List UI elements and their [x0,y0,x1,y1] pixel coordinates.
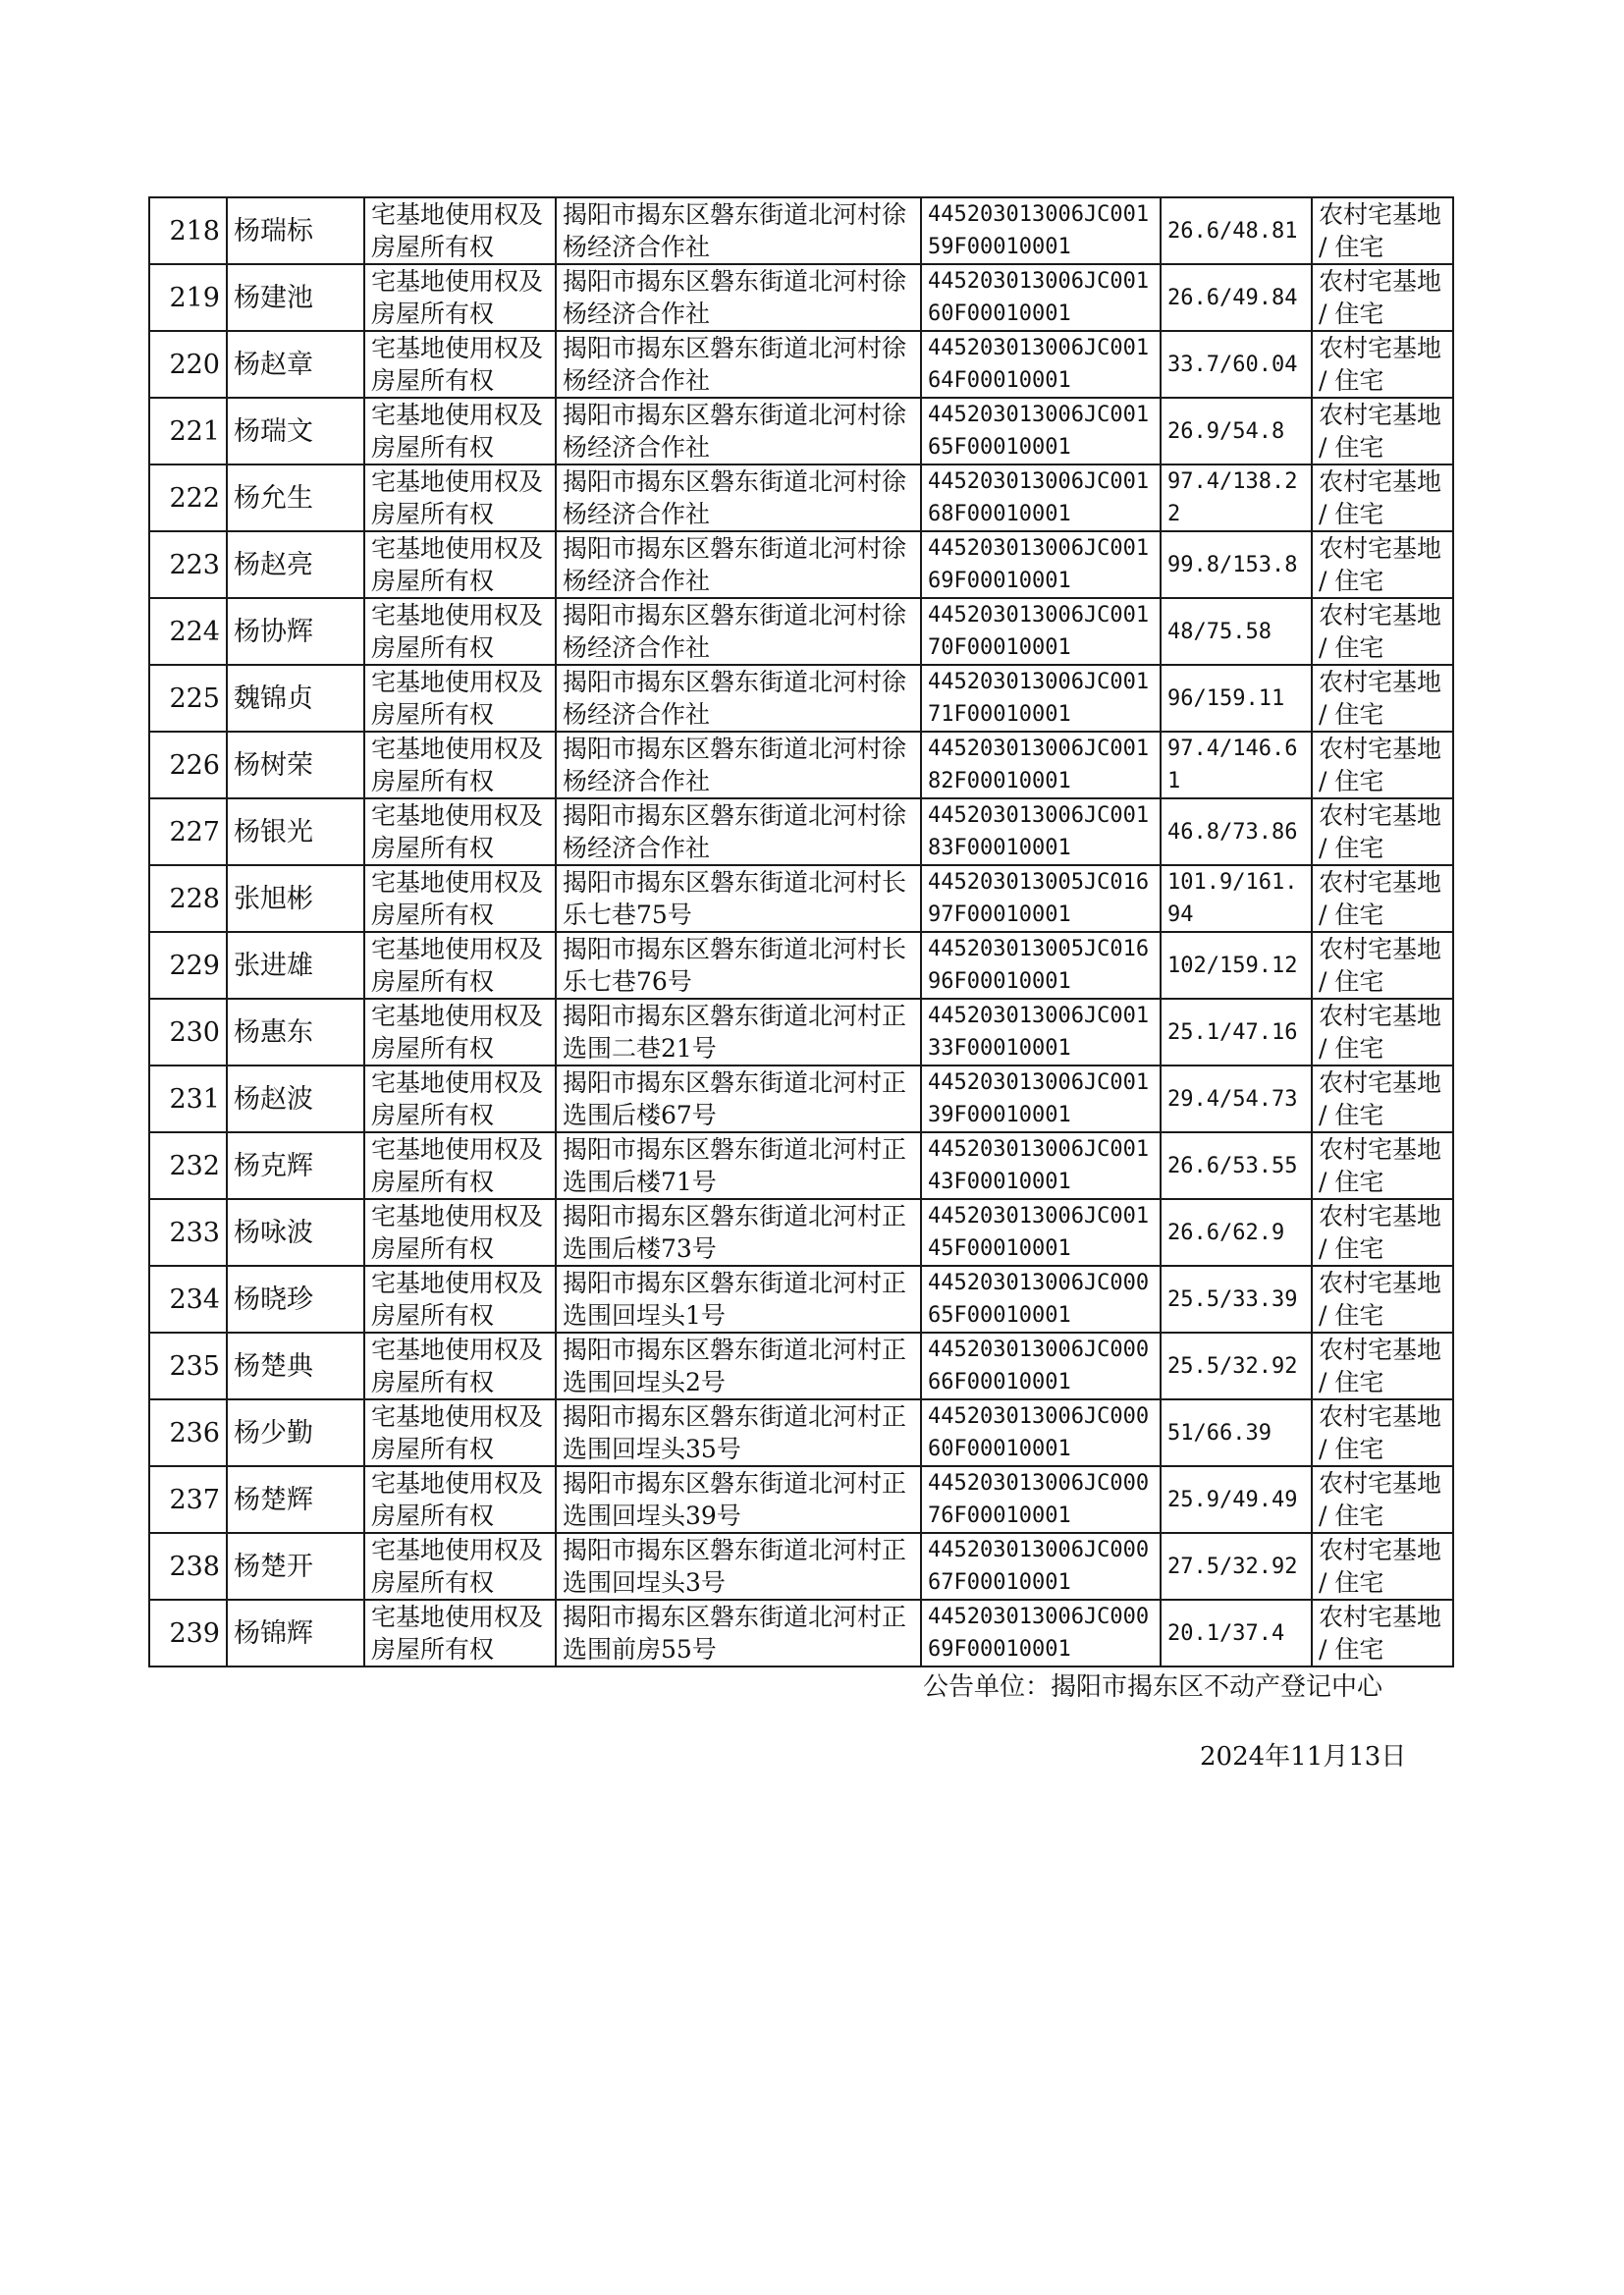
unit-number-cell: 445203013006JC00171F00010001 [921,665,1161,732]
area-cell: 101.9/161.94 [1161,865,1312,932]
row-number-cell: 218 [149,197,227,264]
land-use-cell: 农村宅基地 / 住宅 [1312,1199,1453,1266]
unit-number-cell: 445203013006JC00143F00010001 [921,1132,1161,1199]
unit-number-cell: 445203013006JC00139F00010001 [921,1066,1161,1132]
unit-number-cell: 445203013006JC00145F00010001 [921,1199,1161,1266]
row-number-cell: 231 [149,1066,227,1132]
unit-number-cell: 445203013006JC00060F00010001 [921,1399,1161,1466]
table-row [149,531,1453,598]
area-cell: 29.4/54.73 [1161,1066,1312,1132]
row-number-cell: 219 [149,264,227,331]
area-cell: 51/66.39 [1161,1399,1312,1466]
land-use-cell: 农村宅基地 / 住宅 [1312,1466,1453,1533]
owner-name-cell: 杨少勤 [227,1399,364,1466]
location-cell: 揭阳市揭东区磐东街道北河村徐杨经济合作社 [556,464,921,531]
land-use-cell: 农村宅基地 / 住宅 [1312,865,1453,932]
unit-number-cell: 445203013006JC00065F00010001 [921,1266,1161,1333]
location-cell: 揭阳市揭东区磐东街道北河村正选围回埕头2号 [556,1333,921,1399]
unit-number-cell: 445203013006JC00159F00010001 [921,197,1161,264]
area-cell: 33.7/60.04 [1161,331,1312,398]
land-use-cell: 农村宅基地 / 住宅 [1312,932,1453,999]
row-number-cell: 223 [149,531,227,598]
area-cell: 96/159.11 [1161,665,1312,732]
owner-name-cell: 杨瑞标 [227,197,364,264]
unit-number-cell: 445203013006JC00066F00010001 [921,1333,1161,1399]
right-type-cell: 宅基地使用权及房屋所有权 [364,598,556,665]
table-row [149,464,1453,531]
land-use-cell: 农村宅基地 / 住宅 [1312,1399,1453,1466]
table-row [149,1333,1453,1399]
right-type-cell: 宅基地使用权及房屋所有权 [364,798,556,865]
table-body [149,197,1453,1667]
land-use-cell: 农村宅基地 / 住宅 [1312,1533,1453,1600]
land-use-cell: 农村宅基地 / 住宅 [1312,331,1453,398]
table-row [149,1066,1453,1132]
unit-number-cell: 445203013006JC00182F00010001 [921,732,1161,798]
announcement-unit: 公告单位：揭阳市揭东区不动产登记中心 [923,1672,1383,1702]
land-use-cell: 农村宅基地 / 住宅 [1312,999,1453,1066]
right-type-cell: 宅基地使用权及房屋所有权 [364,1333,556,1399]
owner-name-cell: 杨赵亮 [227,531,364,598]
owner-name-cell: 杨建池 [227,264,364,331]
row-number-cell: 232 [149,1132,227,1199]
unit-number-cell: 445203013006JC00165F00010001 [921,398,1161,464]
unit-number-cell: 445203013006JC00170F00010001 [921,598,1161,665]
row-number-cell: 238 [149,1533,227,1600]
area-cell: 26.6/48.81 [1161,197,1312,264]
right-type-cell: 宅基地使用权及房屋所有权 [364,1266,556,1333]
right-type-cell: 宅基地使用权及房屋所有权 [364,464,556,531]
owner-name-cell: 杨楚典 [227,1333,364,1399]
table-row [149,1399,1453,1466]
right-type-cell: 宅基地使用权及房屋所有权 [364,531,556,598]
location-cell: 揭阳市揭东区磐东街道北河村正选围回埕头1号 [556,1266,921,1333]
land-use-cell: 农村宅基地 / 住宅 [1312,1066,1453,1132]
unit-number-cell: 445203013006JC00183F00010001 [921,798,1161,865]
right-type-cell: 宅基地使用权及房屋所有权 [364,331,556,398]
area-cell: 25.5/32.92 [1161,1333,1312,1399]
area-cell: 102/159.12 [1161,932,1312,999]
area-cell: 26.9/54.8 [1161,398,1312,464]
right-type-cell: 宅基地使用权及房屋所有权 [364,1399,556,1466]
table-row [149,1533,1453,1600]
owner-name-cell: 魏锦贞 [227,665,364,732]
area-cell: 26.6/53.55 [1161,1132,1312,1199]
unit-number-cell: 445203013006JC00067F00010001 [921,1533,1161,1600]
table-row [149,732,1453,798]
owner-name-cell: 杨协辉 [227,598,364,665]
land-use-cell: 农村宅基地 / 住宅 [1312,531,1453,598]
location-cell: 揭阳市揭东区磐东街道北河村正选围后楼71号 [556,1132,921,1199]
location-cell: 揭阳市揭东区磐东街道北河村长乐七巷75号 [556,865,921,932]
owner-name-cell: 张进雄 [227,932,364,999]
right-type-cell: 宅基地使用权及房屋所有权 [364,398,556,464]
owner-name-cell: 杨克辉 [227,1132,364,1199]
row-number-cell: 234 [149,1266,227,1333]
row-number-cell: 225 [149,665,227,732]
right-type-cell: 宅基地使用权及房屋所有权 [364,999,556,1066]
right-type-cell: 宅基地使用权及房屋所有权 [364,264,556,331]
unit-number-cell: 445203013005JC01697F00010001 [921,865,1161,932]
area-cell: 97.4/138.22 [1161,464,1312,531]
unit-number-cell: 445203013006JC00160F00010001 [921,264,1161,331]
location-cell: 揭阳市揭东区磐东街道北河村正选围后楼73号 [556,1199,921,1266]
land-use-cell: 农村宅基地 / 住宅 [1312,464,1453,531]
owner-name-cell: 杨楚辉 [227,1466,364,1533]
location-cell: 揭阳市揭东区磐东街道北河村正选围前房55号 [556,1600,921,1667]
land-use-cell: 农村宅基地 / 住宅 [1312,398,1453,464]
area-cell: 97.4/146.61 [1161,732,1312,798]
right-type-cell: 宅基地使用权及房屋所有权 [364,1199,556,1266]
row-number-cell: 228 [149,865,227,932]
right-type-cell: 宅基地使用权及房屋所有权 [364,1132,556,1199]
row-number-cell: 227 [149,798,227,865]
location-cell: 揭阳市揭东区磐东街道北河村徐杨经济合作社 [556,732,921,798]
location-cell: 揭阳市揭东区磐东街道北河村长乐七巷76号 [556,932,921,999]
right-type-cell: 宅基地使用权及房屋所有权 [364,1466,556,1533]
location-cell: 揭阳市揭东区磐东街道北河村徐杨经济合作社 [556,531,921,598]
owner-name-cell: 杨银光 [227,798,364,865]
row-number-cell: 229 [149,932,227,999]
table-row [149,598,1453,665]
area-cell: 99.8/153.8 [1161,531,1312,598]
location-cell: 揭阳市揭东区磐东街道北河村正选围二巷21号 [556,999,921,1066]
announcement-date: 2024年11月13日 [1200,1742,1407,1772]
unit-number-cell: 445203013006JC00168F00010001 [921,464,1161,531]
owner-name-cell: 杨楚开 [227,1533,364,1600]
table-row [149,665,1453,732]
unit-number-cell: 445203013006JC00164F00010001 [921,331,1161,398]
area-cell: 27.5/32.92 [1161,1533,1312,1600]
table-row [149,264,1453,331]
right-type-cell: 宅基地使用权及房屋所有权 [364,932,556,999]
land-use-cell: 农村宅基地 / 住宅 [1312,1132,1453,1199]
location-cell: 揭阳市揭东区磐东街道北河村徐杨经济合作社 [556,197,921,264]
location-cell: 揭阳市揭东区磐东街道北河村正选围后楼67号 [556,1066,921,1132]
unit-number-cell: 445203013005JC01696F00010001 [921,932,1161,999]
location-cell: 揭阳市揭东区磐东街道北河村徐杨经济合作社 [556,598,921,665]
row-number-cell: 237 [149,1466,227,1533]
land-use-cell: 农村宅基地 / 住宅 [1312,732,1453,798]
location-cell: 揭阳市揭东区磐东街道北河村徐杨经济合作社 [556,331,921,398]
unit-number-cell: 445203013006JC00133F00010001 [921,999,1161,1066]
right-type-cell: 宅基地使用权及房屋所有权 [364,1066,556,1132]
owner-name-cell: 杨赵波 [227,1066,364,1132]
land-use-cell: 农村宅基地 / 住宅 [1312,798,1453,865]
location-cell: 揭阳市揭东区磐东街道北河村正选围回埕头35号 [556,1399,921,1466]
area-cell: 25.9/49.49 [1161,1466,1312,1533]
location-cell: 揭阳市揭东区磐东街道北河村徐杨经济合作社 [556,798,921,865]
location-cell: 揭阳市揭东区磐东街道北河村徐杨经济合作社 [556,264,921,331]
table-row [149,865,1453,932]
row-number-cell: 221 [149,398,227,464]
area-cell: 25.1/47.16 [1161,999,1312,1066]
unit-number-cell: 445203013006JC00069F00010001 [921,1600,1161,1667]
location-cell: 揭阳市揭东区磐东街道北河村正选围回埕头39号 [556,1466,921,1533]
area-cell: 20.1/37.4 [1161,1600,1312,1667]
owner-name-cell: 杨瑞文 [227,398,364,464]
area-cell: 26.6/62.9 [1161,1199,1312,1266]
owner-name-cell: 杨惠东 [227,999,364,1066]
location-cell: 揭阳市揭东区磐东街道北河村徐杨经济合作社 [556,665,921,732]
right-type-cell: 宅基地使用权及房屋所有权 [364,865,556,932]
table-row [149,197,1453,264]
area-cell: 25.5/33.39 [1161,1266,1312,1333]
land-use-cell: 农村宅基地 / 住宅 [1312,598,1453,665]
location-cell: 揭阳市揭东区磐东街道北河村徐杨经济合作社 [556,398,921,464]
row-number-cell: 230 [149,999,227,1066]
land-use-cell: 农村宅基地 / 住宅 [1312,264,1453,331]
row-number-cell: 236 [149,1399,227,1466]
owner-name-cell: 张旭彬 [227,865,364,932]
table-row [149,932,1453,999]
row-number-cell: 235 [149,1333,227,1399]
owner-name-cell: 杨咏波 [227,1199,364,1266]
area-cell: 46.8/73.86 [1161,798,1312,865]
right-type-cell: 宅基地使用权及房屋所有权 [364,1533,556,1600]
unit-number-cell: 445203013006JC00076F00010001 [921,1466,1161,1533]
table-row [149,1132,1453,1199]
area-cell: 48/75.58 [1161,598,1312,665]
row-number-cell: 233 [149,1199,227,1266]
unit-number-cell: 445203013006JC00169F00010001 [921,531,1161,598]
land-use-cell: 农村宅基地 / 住宅 [1312,197,1453,264]
table-row [149,398,1453,464]
owner-name-cell: 杨允生 [227,464,364,531]
table-row [149,999,1453,1066]
land-use-cell: 农村宅基地 / 住宅 [1312,1333,1453,1399]
right-type-cell: 宅基地使用权及房屋所有权 [364,1600,556,1667]
table-row [149,331,1453,398]
table-row [149,1199,1453,1266]
owner-name-cell: 杨锦辉 [227,1600,364,1667]
location-cell: 揭阳市揭东区磐东街道北河村正选围回埕头3号 [556,1533,921,1600]
area-cell: 26.6/49.84 [1161,264,1312,331]
row-number-cell: 226 [149,732,227,798]
row-number-cell: 222 [149,464,227,531]
registration-table [148,196,1454,1667]
owner-name-cell: 杨晓珍 [227,1266,364,1333]
table-row [149,1466,1453,1533]
owner-name-cell: 杨赵章 [227,331,364,398]
right-type-cell: 宅基地使用权及房屋所有权 [364,197,556,264]
land-use-cell: 农村宅基地 / 住宅 [1312,1600,1453,1667]
land-use-cell: 农村宅基地 / 住宅 [1312,1266,1453,1333]
table-row [149,1600,1453,1667]
owner-name-cell: 杨树荣 [227,732,364,798]
row-number-cell: 224 [149,598,227,665]
right-type-cell: 宅基地使用权及房屋所有权 [364,665,556,732]
right-type-cell: 宅基地使用权及房屋所有权 [364,732,556,798]
table-row [149,1266,1453,1333]
row-number-cell: 220 [149,331,227,398]
land-use-cell: 农村宅基地 / 住宅 [1312,665,1453,732]
row-number-cell: 239 [149,1600,227,1667]
table-row [149,798,1453,865]
